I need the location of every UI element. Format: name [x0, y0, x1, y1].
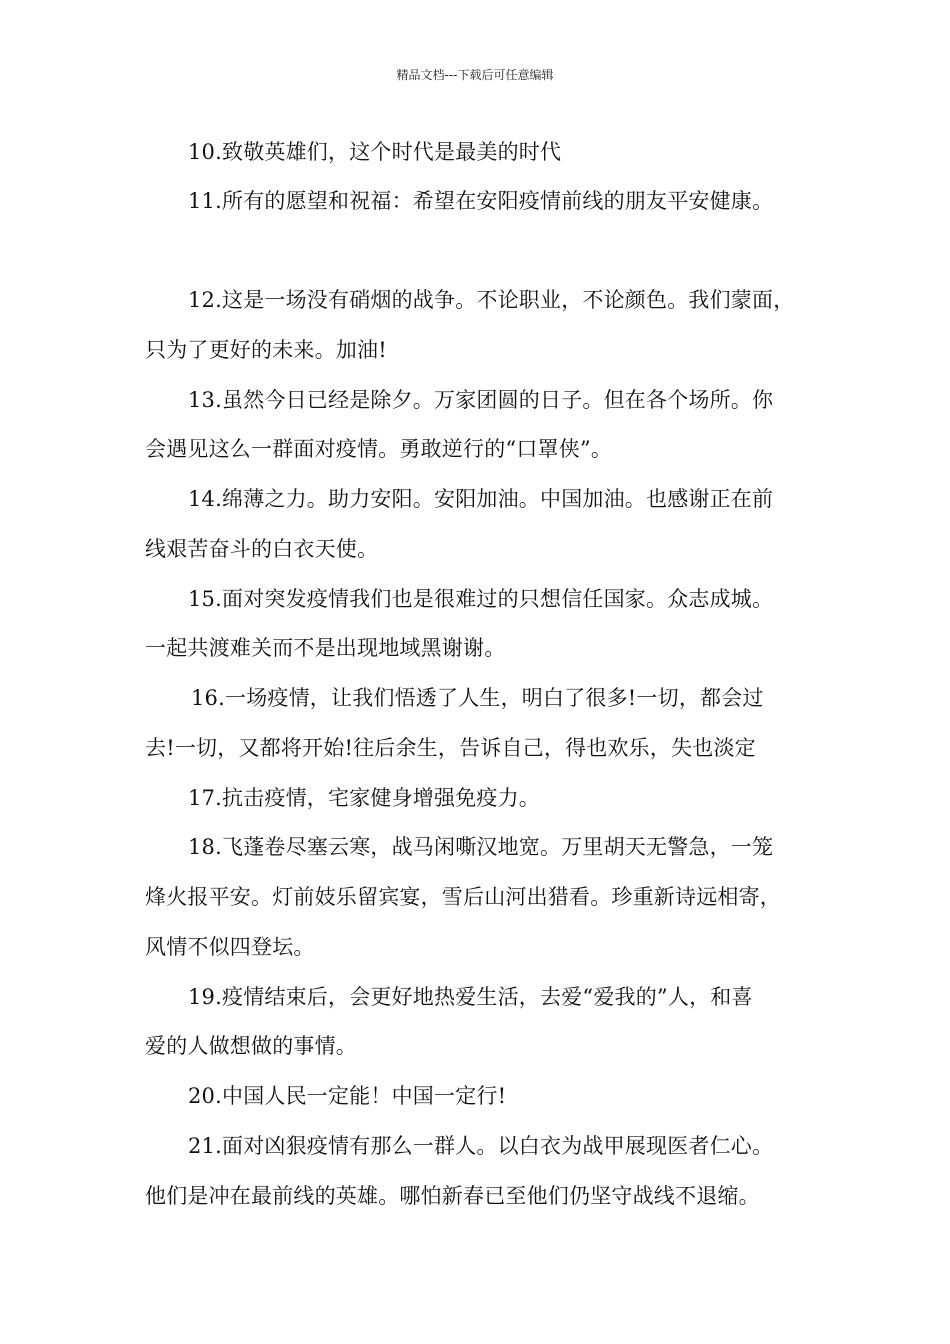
text-line: 风情不似四登坛。 [145, 935, 315, 959]
text-line: 16.一场疫情，让我们悟透了人生，明白了很多!一切，都会过 [191, 686, 764, 710]
text-line: 14.绵薄之力。助力安阳。安阳加油。中国加油。也感谢正在前 [188, 487, 774, 511]
text-line: 10.致敬英雄们，这个时代是最美的时代 [188, 140, 562, 164]
text-line: 18.飞蓬卷尽塞云寒，战马闲嘶汉地宽。万里胡天无警急，一笼 [188, 835, 774, 859]
text-line: 21.面对凶狠疫情有那么一群人。以白衣为战甲展现医者仁心。 [188, 1134, 774, 1158]
text-line: 13.虽然今日已经是除夕。万家团圆的日子。但在各个场所。你 [188, 388, 774, 412]
text-line: 会遇见这么一群面对疫情。勇敢逆行的“口罩侠”。 [145, 437, 613, 461]
text-line: 19.疫情结束后，会更好地热爱生活，去爱“爱我的”人，和喜 [188, 985, 753, 1009]
text-line: 线艰苦奋斗的白衣天使。 [145, 537, 379, 561]
text-line: 17.抗击疫情，宅家健身增强免疫力。 [188, 786, 540, 810]
text-line: 只为了更好的未来。加油! [145, 338, 387, 362]
text-line: 12.这是一场没有硝烟的战争。不论职业，不论颜色。我们蒙面， [188, 288, 795, 312]
text-line: 他们是冲在最前线的英雄。哪怕新春已至他们仍坚守战线不退缩。 [145, 1184, 760, 1208]
text-line: 烽火报平安。灯前妓乐留宾宴，雪后山河出猎看。珍重新诗远相寄， [145, 885, 781, 909]
text-line: 11.所有的愿望和祝福：希望在安阳疫情前线的朋友平安健康。 [188, 189, 774, 213]
text-line: 20.中国人民一定能！中国一定行! [188, 1084, 507, 1108]
page-header: 精品文档---下载后可任意编辑 [396, 68, 554, 82]
text-line: 爱的人做想做的事情。 [145, 1034, 357, 1058]
text-line: 去!一切，又都将开始!往后余生，告诉自己，得也欢乐，失也淡定 [145, 736, 756, 760]
text-line: 15.面对突发疫情我们也是很难过的只想信任国家。众志成城。 [188, 587, 774, 611]
text-line: 一起共渡难关而不是出现地域黑谢谢。 [145, 636, 506, 660]
